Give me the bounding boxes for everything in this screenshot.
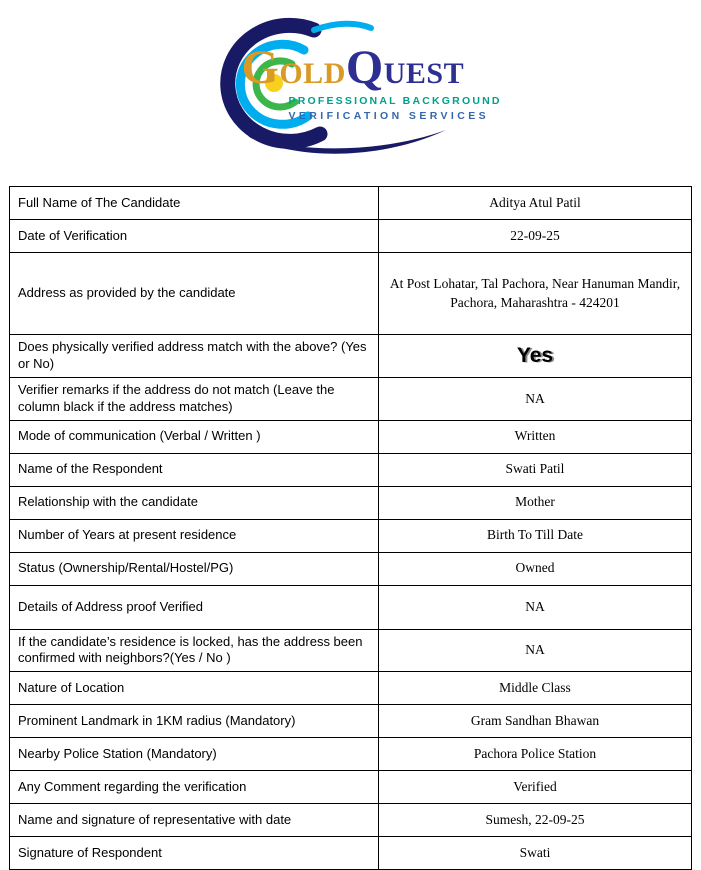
goldquest-logo [196,8,506,166]
field-value: Mother [379,486,692,519]
field-label: Does physically verified address match with the above? (Yes or No) [10,335,379,378]
field-value: Written [379,420,692,453]
field-value: Birth To Till Date [379,519,692,552]
field-value: Owned [379,552,692,585]
verification-table [9,186,692,870]
table-row [10,552,692,585]
field-value: Aditya Atul Patil [379,187,692,220]
field-label: Mode of communication (Verbal / Written ) [10,420,379,453]
table-row [10,486,692,519]
table-row [10,705,692,738]
table-row [10,335,692,378]
table-row [10,253,692,335]
table-row [10,804,692,837]
field-label: Date of Verification [10,220,379,253]
address-verification-report [0,8,701,861]
table-row [10,585,692,629]
table-row [10,738,692,771]
tagline-verification-services: VERIFICATION SERVICES [288,110,490,122]
field-value: Sumesh, 22-09-25 [379,804,692,837]
field-label: Nature of Location [10,672,379,705]
field-label: Verifier remarks if the address do not match (Leave the column black if the address matches) [10,377,379,420]
table-row [10,187,692,220]
field-value: NA [379,629,692,672]
field-value: Yes [379,335,692,378]
field-label: Signature of Respondent [10,837,379,870]
field-label: Relationship with the candidate [10,486,379,519]
field-label: Number of Years at present residence [10,519,379,552]
logo-text [241,41,502,122]
field-value: 22-09-25 [379,220,692,253]
field-value: Middle Class [379,672,692,705]
brand-quest-text: QUEST [345,41,465,94]
brand-gold-text: GOLD [241,41,346,94]
field-label: Name and signature of representative with date [10,804,379,837]
field-label: Details of Address proof Verified [10,585,379,629]
field-label: Any Comment regarding the verification [10,771,379,804]
field-value: NA [379,377,692,420]
table-row [10,220,692,253]
field-value: Swati [379,837,692,870]
field-label: Prominent Landmark in 1KM radius (Mandatory) [10,705,379,738]
table-row [10,629,692,672]
table-row [10,519,692,552]
brand-wordmark [241,41,502,94]
field-value: NA [379,585,692,629]
field-label: Status (Ownership/Rental/Hostel/PG) [10,552,379,585]
tagline-professional-background: PROFESSIONAL BACKGROUND [288,95,502,107]
table-row [10,771,692,804]
table-row [10,377,692,420]
field-label: If the candidate’s residence is locked, has the address been confirmed with neighbors?(Yes / No ) [10,629,379,672]
table-row [10,837,692,870]
table-row [10,672,692,705]
field-label: Address as provided by the candidate [10,253,379,335]
field-label: Name of the Respondent [10,453,379,486]
field-label: Nearby Police Station (Mandatory) [10,738,379,771]
field-value: Gram Sandhan Bhawan [379,705,692,738]
table-row [10,453,692,486]
field-value: Pachora Police Station [379,738,692,771]
verification-table-body [10,187,692,870]
field-value: At Post Lohatar, Tal Pachora, Near Hanuman Mandir, Pachora, Maharashtra - 424201 [379,253,692,335]
field-label: Full Name of The Candidate [10,187,379,220]
table-row [10,420,692,453]
field-value: Swati Patil [379,453,692,486]
field-value: Verified [379,771,692,804]
